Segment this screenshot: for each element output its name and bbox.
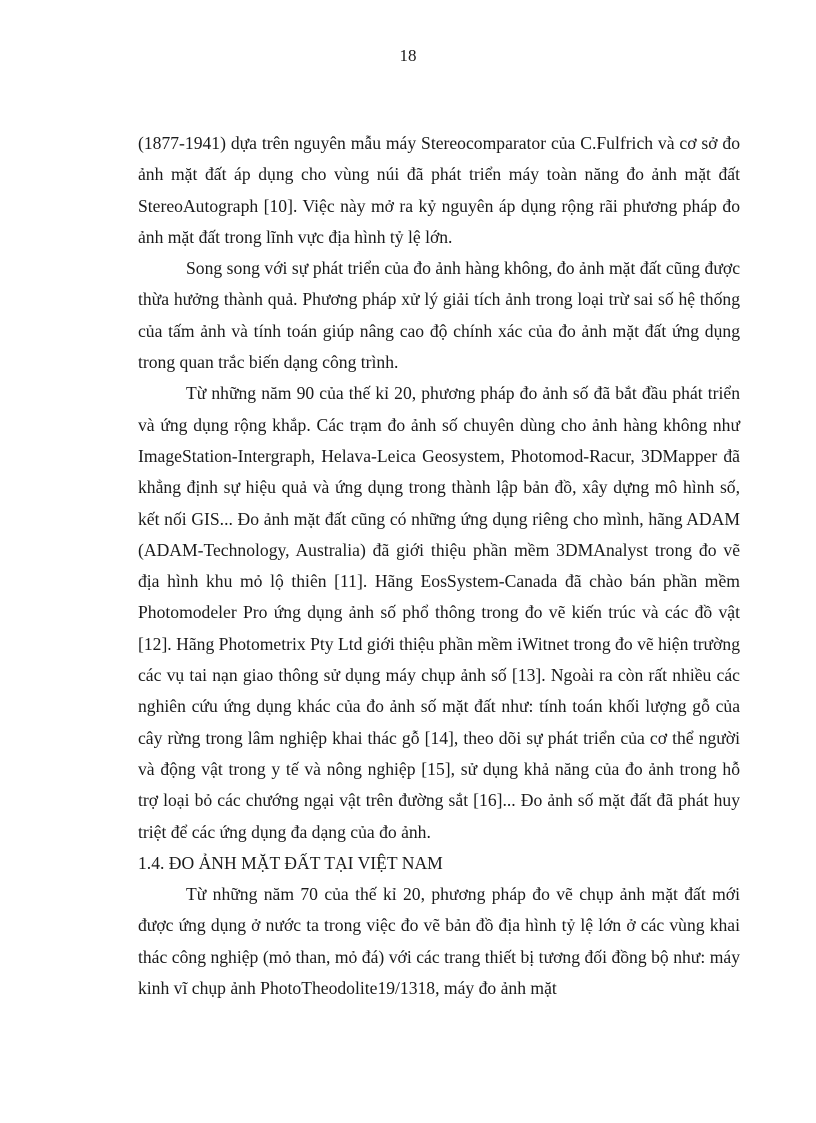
paragraph-4: Từ những năm 70 của thế kỉ 20, phương pháp đo vẽ chụp ảnh mặt đất mới được ứng dụng ở nước ta trong việc đo vẽ bản đồ địa hình tỷ lệ lớn ở các vùng khai thác công nghiệp (mỏ than, mỏ đá) với các trang thiết bị tương đối đồng bộ như: máy kinh vĩ chụp ảnh PhotoTheodolite19/1318, máy đo ảnh mặt <box>138 884 740 999</box>
page-number: 18 <box>399 46 417 65</box>
document-body <box>138 128 740 1004</box>
section-heading: 1.4. ĐO ẢNH MẶT ĐẤT TẠI VIỆT NAM <box>138 852 443 873</box>
paragraph-3: Từ những năm 90 của thế kỉ 20, phương pháp đo ảnh số đã bắt đầu phát triển và ứng dụng rộng khắp. Các trạm đo ảnh số chuyên dùng cho ảnh hàng không như ImageStation-Intergraph, Helava-Leica Geosystem, Photomod-Racur, 3DMapper đã khẳng định sự hiệu quả và ứng dụng trong thành lập bản đồ, xây dựng mô hình số, kết nối GIS... Đo ảnh mặt đất cũng có những ứng dụng riêng cho mình, hãng ADAM (ADAM-Technology, Australia) đã giới thiệu phần mềm 3DMAnalyst trong đo vẽ địa hình khu mỏ lộ thiên [11]. Hãng EosSystem-Canada đã chào bán phần mềm Photomodeler Pro ứng dụng ảnh số phổ thông trong đo vẽ kiến trúc và các đồ vật [12]. Hãng Photometrix Pty Ltd giới thiệu phần mềm iWitnet trong đo vẽ hiện trường các vụ tai nạn giao thông sử dụng máy chụp ảnh số [13]. Ngoài ra còn rất nhiều các nghiên cứu ứng dụng khác của đo ảnh số mặt đất như: tính toán khối lượng gỗ của cây rừng trong lâm nghiệp khai thác gỗ [14], theo dõi sự phát triển của cơ thể người và động vật trong y tế và nông nghiệp [15], sử dụng khả năng của đo ảnh trong hỗ trợ loại bỏ các chướng ngại vật trên đường sắt [16]... Đo ảnh số mặt đất đã phát huy triệt để các ứng dụng đa dạng của đo ảnh. <box>138 383 740 842</box>
paragraph-1: (1877-1941) dựa trên nguyên mẫu máy Stereocomparator của C.Fulfrich và cơ sở đo ảnh mặt đất áp dụng cho vùng núi đã phát triển máy toàn năng đo ảnh mặt đất StereoAutograph [10]. Việc này mở ra kỷ nguyên áp dụng rộng rãi phương pháp đo ảnh mặt đất trong lĩnh vực địa hình tỷ lệ lớn. <box>138 133 740 247</box>
paragraph-2: Song song với sự phát triển của đo ảnh hàng không, đo ảnh mặt đất cũng được thừa hưởng thành quả. Phương pháp xử lý giải tích ảnh trong loại trừ sai số hệ thống của tấm ảnh và tính toán giúp nâng cao độ chính xác của đo ảnh mặt đất ứng dụng trong quan trắc biến dạng công trình. <box>138 258 740 373</box>
